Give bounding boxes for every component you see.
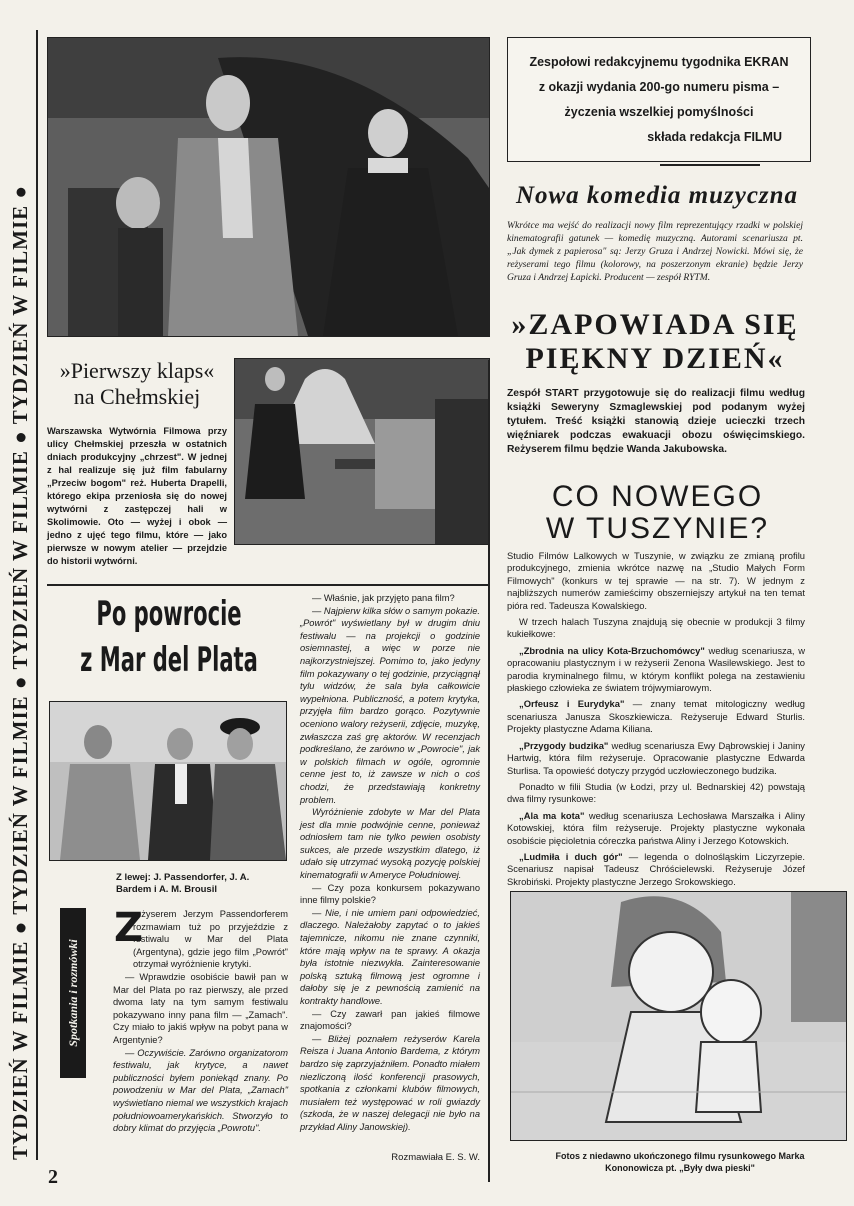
powrocie-dropcap: Z xyxy=(114,905,144,951)
tuszyn-intro: Studio Filmów Lalkowych w Tuszynie, w związku ze zmianą profilu produkcyjnego, zmienia wkrótce nazwę na „Studio Małych Form Filmowych" (konkurs w tej sprawie — na str. 7). W jednym z najbliższych numerów zamieścimy obszerniejszy artykuł na ten temat pióra red. Tadeusza Kowalskiego. xyxy=(507,550,805,611)
zapowiada-title-line-1: »ZAPOWIADA SIĘ xyxy=(511,308,799,341)
powrocie-title-line-1: Po powrocie xyxy=(96,594,242,634)
zapowiada-body: Zespół START przygotowuje się do realizacji filmu według książki Seweryny Szmaglewskiej pod podanym wyżej tytułem. Treść książki stanowią dzieje ucieczki trzech więźniarek podczas ewakuacji obozu oświęcimskiego. Reżyserem filmu będzie Wanda Jakubowska. xyxy=(507,388,805,455)
tuszyn-title-line-2: W TUSZYNIE? xyxy=(545,512,770,545)
notice-line-2: z okazji wydania 200-go numeru pisma – xyxy=(538,80,780,94)
powrocie-col2-p4: — Czy poza konkursem pokazywano inne filmy polskie? xyxy=(300,882,480,906)
powrocie-col2 xyxy=(300,592,480,1134)
powrocie-col2-p3: Wyróżnienie zdobyte w Mar del Plata jest dla mnie podwójnie cenne, ponieważ odniosłem tam nie tylko pewien osobisty sukces, ale przede wszystkim dlatego, iż udało się utrzymać wysoką pozycję polskiej kinematografii w Ameryce Południowej. xyxy=(300,807,480,881)
komedia-body: Wkrótce ma wejść do realizacji nowy film reprezentujący rzadki w polskiej kinematografii gatunek — komedię muzyczną. Autorami scenariusza pt. „Jak dymek z papierosa" są: Jerzy Gruza i Andrzej Nowicki. Mówi się, że reżyserami tego filmu (kolorowy, na poszerzonym ekranie) będzie Jerzy Gruza i Andrzej Łapicki. Producent — zespół RYTM. xyxy=(507,220,803,283)
klaps-title-line-2: na Chełmskiej xyxy=(73,384,201,409)
spotkania-rubric-box xyxy=(60,908,86,1078)
powrocie-col2-p5: — Nie, i nie umiem pani odpowiedzieć, dlaczego. Należałoby zapytać o to jakieś tajemnicze, nikomu nie znane czynniki, które mają wpływ na te sprawy. A okazja była istotnie niezwykła. Zainteresowanie polską sztuką filmową jest ogromne i dałoby się je z pewnością zamienić na kontrakty handlowe. xyxy=(300,907,480,1006)
powrocie-col1-p3: — Oczywiście. Zarówno organizatorom festiwalu, jak krytyce, a nawet publiczności byłem poniekąd znany. Po powodzeniu w Mar del Plata, „Zamach" wyświetlano niemal we wszystkich krajach południowoamerykańskich. Stworzyło to dobry klimat do przyjęcia „Powrotu". xyxy=(113,1047,288,1134)
tuszyn-film-1 xyxy=(507,645,805,695)
tuszyn-body xyxy=(507,550,805,892)
powrocie-col2-p6: — Czy zawarł pan jakieś filmowe znajomości? xyxy=(300,1008,480,1032)
tuszyn-film-3 xyxy=(507,740,805,777)
notice-line-1: Zespołowi redakcyjnemu tygodnika EKRAN xyxy=(529,55,789,69)
photo-three-men xyxy=(49,701,287,861)
notice-line-3: życzenia wszelkiej pomyślności xyxy=(564,105,754,119)
greeting-notice-box xyxy=(507,37,811,162)
tuszyn-mid: Ponadto w filii Studia (w Łodzi, przy ul. Bednarskiej 42) powstają dwa filmy rysunkowe: xyxy=(507,780,805,805)
powrocie-col1 xyxy=(113,905,288,1135)
tuszyn-film-5-desc: — legenda o dolnośląskim Liczyrzepie. Scenariusz napisał Tadeusz Chróścielewski. Reżyseruje Józef Skrobiński. Projekty plastyczne Jerzego Srokowskiego. xyxy=(507,850,805,887)
powrocie-signature: Rozmawiała E. S. W. xyxy=(391,1152,480,1163)
powrocie-col2-p2: — Najpierw kilka słów o samym pokazie. „Powrót" wyświetlany był w drugim dniu festiwalu — na projekcji o godzinie osiemnastej, a więc w porze nie najkorzystniejszej. Pomimo to, jako jedyny film pokazywany o tej godzinie, przyciągnął tylu widzów, że sala była całkowicie wypełniona. Publiczność, a potem krytyka, przyjęła film bardzo gorąco. Pozytywnie oceniono walory reżyserii, zdjęcie, muzykę, zwłaszcza zaś grę aktorów. W recenzjach podkreślano, że zarówno w „Powrocie", jak w polskich filmach w ogóle, ogromnie cenne jest to, iż zawsze w nich o coś chodzi, że przedstawiają konkretny problem. xyxy=(300,605,480,805)
tuszyn-film-5 xyxy=(507,851,805,888)
photo-cartoon-girl-dog xyxy=(510,891,847,1141)
tuszyn-film-2 xyxy=(507,698,805,735)
side-strip xyxy=(4,30,38,1160)
tuszyn-film-4-title: „Ala ma kota" xyxy=(519,809,585,821)
section-divider-right xyxy=(488,360,490,1182)
powrocie-col1-p1: reżyserem Jerzym Passendorferem rozmawiam tuż po przyjeździe z festiwalu w Mar del Plata (Argentyna), gdzie jego film „Powrót" otrzymał wyróżnienie krytyki. xyxy=(133,909,288,970)
tuszyn-title-line-1: CO NOWEGO xyxy=(551,480,764,513)
spotkania-rubric-label: Spotkania i rozmówki xyxy=(66,939,80,1047)
powrocie-photo-caption: Z lewej: J. Passendorfer, J. A. Bardem i A. M. Brousil xyxy=(116,872,250,895)
section-divider-top xyxy=(47,584,490,586)
tuszyn-film-4 xyxy=(507,810,805,847)
tuszyn-film-2-desc: — znany temat mitologiczny według scenariusza Janusza Skoszkiewicza. Reżyseruje Edward Sturlis. Projekty plastyczne Adama Kiliana. xyxy=(507,698,806,735)
powrocie-title-line-2: z Mar del Plata xyxy=(80,640,258,680)
notice-line-4: składa redakcja FILMU xyxy=(647,130,782,144)
komedia-title: Nowa komedia muzyczna xyxy=(515,182,799,209)
tuszyn-intro-2: W trzech halach Tuszyna znajdują się obecnie w produkcji 3 filmy kukiełkowe: xyxy=(507,616,805,640)
tuszyn-film-1-desc: według scenariusza, w opracowaniu plastycznym i w reżyserii Zenona Wasilewskiego. Jest to parodia kryminalnego filmu, w którym konflikt polega na zestawieniu płaskiego człowieka ze światem trójwymiarowym. xyxy=(507,644,805,694)
tuszyn-film-1-title: „Zbrodnia na ulicy Kota-Brzuchomówcy" xyxy=(519,644,705,656)
page-number: 2 xyxy=(48,1166,58,1188)
tuszyn-film-3-title: „Przygody budzika" xyxy=(519,739,609,751)
zapowiada-title-line-2: PIĘKNY DZIEŃ« xyxy=(525,342,785,375)
tuszyn-film-4-desc: według scenariusza Lechosława Marszałka i Aliny Kotowskiej, która film reżyseruje. Projekty plastyczne wykonała osobiście pięcioletnia córeczka państwa Aliny i Jerzego Kotowskich. xyxy=(507,809,805,846)
photo-piano-scene xyxy=(47,37,490,337)
powrocie-col1-p2: — Wprawdzie osobiście bawił pan w Mar del Plata po raz pierwszy, ale przed dwoma laty na tym samym festiwalu pokazywano inny pana film — „Zamach". Czy miało to jakiś wpływ na pobyt pana w Argentynie? xyxy=(113,971,288,1045)
photo-studio-set xyxy=(234,358,490,545)
klaps-body: Warszawska Wytwórnia Filmowa przy ulicy Chełmskiej przeszła w ostatnich dniach produkcyjny „chrzest". W jednej z hal realizuje się już film fabularny „Przeciw bogom" reż. Huberta Drapelli, którego ekipa przeniosła się do nowej wytwórni z zastępczej hali w Skolimowie. Oto — wyżej i obok — jedno z ujęć tego filmu, które — jako pierwsze w nowym atelier — przejdzie do historii wytwórni. xyxy=(47,426,227,566)
powrocie-title-wrap xyxy=(47,592,291,692)
klaps-title-line-1: »Pierwszy klaps« xyxy=(59,358,215,383)
tuszyn-photo-caption: Fotos z niedawno ukończonego filmu rysunkowego Marka Kononowicza pt. „Były dwa pieski" xyxy=(555,1151,805,1173)
tuszyn-film-2-title: „Orfeusz i Eurydyka" xyxy=(519,698,625,710)
notice-divider xyxy=(660,164,760,166)
powrocie-col2-p1: — Właśnie, jak przyjęto pana film? xyxy=(312,593,455,603)
tuszyn-film-5-title: „Ludmiła i duch gór" xyxy=(519,850,623,862)
side-strip-text: TYDZIEŃ W FILMIE ● TYDZIEŃ W FILMIE ● TYDZIEŃ W FILMIE ● TYDZIEŃ W FILMIE ● xyxy=(8,184,32,1160)
tuszyn-film-3-desc: według scenariusza Ewy Dąbrowskiej i Janiny Hartwig, która film reżyseruje. Opracowanie plastyczne Edwarda Sturlisa. Ta opowieść dotyczy przygód uczłowieczonego budzika. xyxy=(507,739,805,776)
powrocie-col2-p7: — Bliżej poznałem reżyserów Karela Reisza i Juana Antonio Bardema, z którym bardzo się zaprzyjaźniłem. Ponadto miałem niezliczoną ilość konferencji prasowych, spotkania z członkami klubów filmowych, musiałem też występować w roli gwiazdy (szkoda, że w naszej delegacji nie było na przykład Aliny Janowskiej). xyxy=(300,1033,480,1132)
